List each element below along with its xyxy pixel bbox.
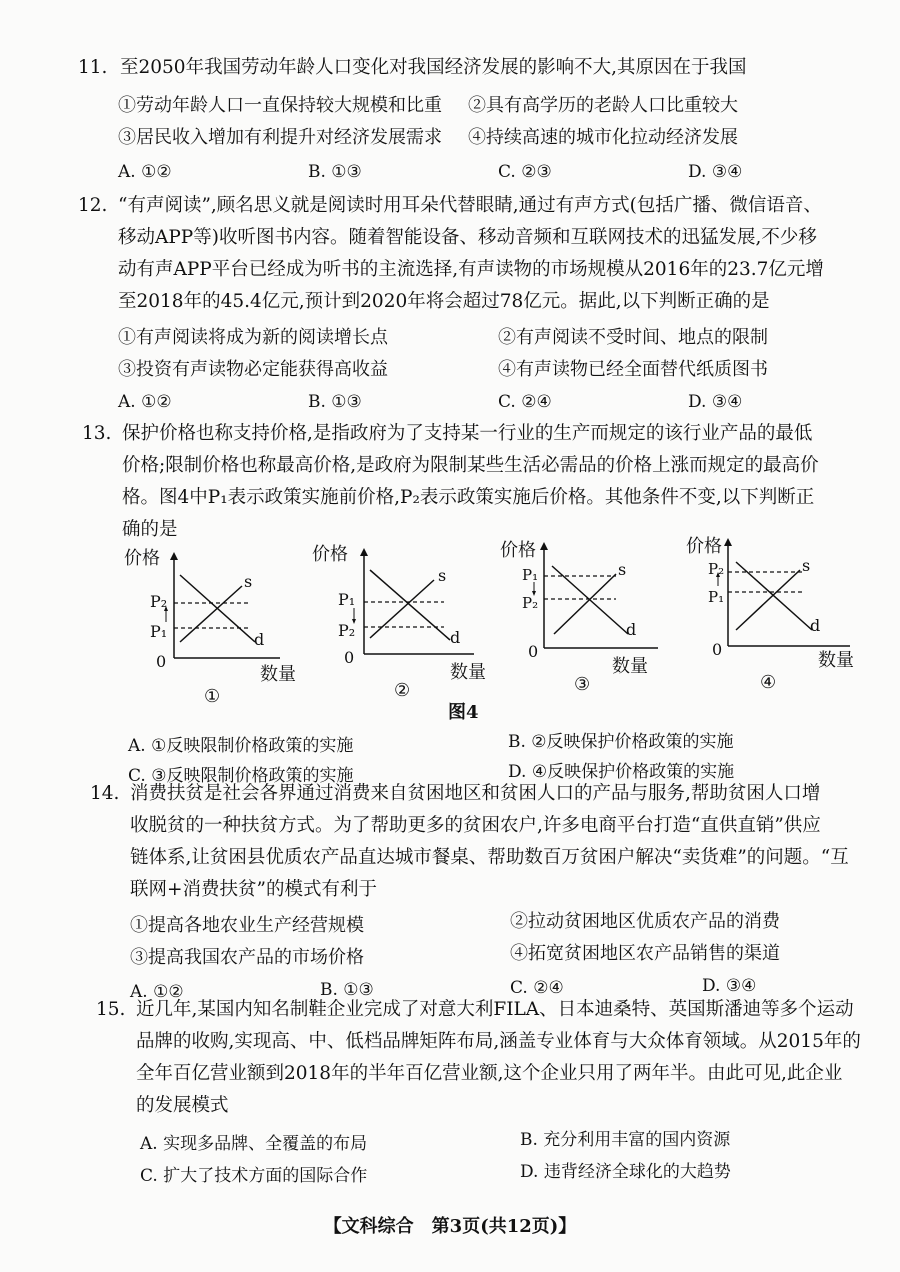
- figure-4: [0, 530, 900, 730]
- option-item: ①有声阅读将成为新的阅读增长点: [118, 327, 388, 348]
- graph-1: [120, 530, 300, 710]
- y-axis-label: 价格: [124, 548, 160, 569]
- question-stem-line: 价格;限制价格也称最高价格,是政府为限制某些生活必需品的价格上涨而规定的最高价: [122, 455, 819, 476]
- origin-label: 0: [528, 642, 539, 661]
- price-upper-label: P₂: [150, 592, 168, 611]
- choice-a[interactable]: A. ①②: [118, 392, 172, 412]
- question-stem-line: 确的是: [122, 519, 178, 540]
- x-axis-label: 数量: [612, 656, 648, 677]
- choice-c[interactable]: C. ②④: [510, 978, 564, 998]
- supply-label: s: [802, 556, 811, 575]
- graph-4: [684, 530, 874, 710]
- price-upper-label: P₁: [338, 590, 356, 609]
- question-stem-line: 格。图4中P₁表示政策实施前价格,P₂表示政策实施后价格。其他条件不变,以下判断正: [122, 487, 815, 508]
- supply-label: s: [244, 572, 253, 591]
- demand-label: d: [254, 630, 265, 649]
- choice-b[interactable]: B. ①③: [308, 162, 362, 182]
- question-stem-line: 全年百亿营业额到2018年的半年百亿营业额,这个企业只用了两年半。由此可见,此企业: [136, 1063, 843, 1084]
- demand-label: d: [626, 620, 637, 639]
- origin-label: 0: [712, 640, 723, 659]
- question-stem-line: 动有声APP平台已经成为听书的主流选择,有声读物的市场规模从2016年的23.7亿元增: [118, 259, 824, 280]
- choice-d[interactable]: D. 违背经济全球化的大趋势: [520, 1162, 731, 1182]
- supply-label: s: [618, 560, 627, 579]
- choice-b[interactable]: B. ①③: [320, 980, 374, 1000]
- option-item: ②具有高学历的老龄人口比重较大: [468, 95, 738, 116]
- option-item: ③居民收入增加有利提升对经济发展需求: [118, 127, 442, 148]
- question-stem-line: 链体系,让贫困县优质农产品直达城市餐桌、帮助数百万贫困户解决“卖货难”的问题。“互: [130, 847, 849, 868]
- question-stem-line: 近几年,某国内知名制鞋企业完成了对意大利FILA、日本迪桑特、英国斯潘迪等多个运动: [136, 999, 854, 1020]
- choice-a[interactable]: A. ①反映限制价格政策的实施: [128, 736, 354, 756]
- choice-a[interactable]: A. ①②: [130, 982, 184, 1002]
- choice-c[interactable]: C. ②④: [498, 392, 552, 412]
- option-item: ③投资有声读物必定能获得高收益: [118, 359, 388, 380]
- x-axis-label: 数量: [450, 662, 486, 683]
- choice-a[interactable]: A. 实现多品牌、全覆盖的布局: [140, 1134, 368, 1154]
- page-footer: 【文科综合 第3页(共12页)】: [323, 1216, 577, 1237]
- graph-number: ③: [574, 674, 591, 695]
- origin-label: 0: [344, 648, 355, 667]
- option-item: ①劳动年龄人口一直保持较大规模和比重: [118, 95, 442, 116]
- figure-caption: 图4: [448, 702, 479, 723]
- choice-c[interactable]: C. ②③: [498, 162, 552, 182]
- demand-label: d: [810, 616, 821, 635]
- question-stem-line: 消费扶贫是社会各界通过消费来自贫困地区和贫困人口的产品与服务,帮助贫困人口增: [130, 783, 821, 804]
- graph-2: [310, 530, 490, 710]
- choice-c[interactable]: C. ③反映限制价格政策的实施: [128, 766, 354, 786]
- question-stem-line: 移动APP等)收听图书内容。随着智能设备、移动音频和互联网技术的迅猛发展,不少移: [118, 227, 817, 248]
- graph-number: ①: [204, 686, 221, 707]
- question-number: 14.: [90, 783, 120, 804]
- demand-label: d: [450, 628, 461, 647]
- price-upper-label: P₁: [522, 566, 539, 584]
- price-lower-label: P₁: [708, 588, 725, 606]
- graph-number: ④: [760, 672, 777, 693]
- option-item: ②拉动贫困地区优质农产品的消费: [510, 911, 780, 932]
- option-item: ②有声阅读不受时间、地点的限制: [498, 327, 768, 348]
- question-number: 12.: [78, 195, 108, 216]
- graph-3: [498, 530, 678, 710]
- x-axis-label: 数量: [260, 664, 296, 685]
- price-lower-label: P₂: [338, 621, 356, 640]
- y-axis-label: 价格: [312, 544, 348, 565]
- choice-c[interactable]: C. 扩大了技术方面的国际合作: [140, 1166, 368, 1186]
- choice-d[interactable]: D. ③④: [688, 162, 743, 182]
- question-stem-line: “有声阅读”,顾名思义就是阅读时用耳朵代替眼睛,通过有声方式(包括广播、微信语音、: [118, 195, 822, 216]
- question-number: 11.: [78, 57, 108, 78]
- supply-label: s: [438, 566, 447, 585]
- choice-b[interactable]: B. ②反映保护价格政策的实施: [508, 732, 734, 752]
- y-axis-label: 价格: [686, 536, 722, 557]
- question-stem-line: 联网+消费扶贫”的模式有利于: [130, 879, 377, 900]
- question-stem-line: 品牌的收购,实现高、中、低档品牌矩阵布局,涵盖专业体育与大众体育领域。从2015年的: [136, 1031, 861, 1052]
- question-stem: 至2050年我国劳动年龄人口变化对我国经济发展的影响不大,其原因在于我国: [120, 57, 747, 78]
- choice-b[interactable]: B. 充分利用丰富的国内资源: [520, 1130, 731, 1150]
- question-stem-line: 保护价格也称支持价格,是指政府为了支持某一行业的生产而规定的该行业产品的最低: [122, 423, 813, 444]
- choice-d[interactable]: D. ③④: [702, 976, 757, 996]
- option-item: ③提高我国农产品的市场价格: [130, 947, 364, 968]
- choice-d[interactable]: D. ④反映保护价格政策的实施: [508, 762, 735, 782]
- choice-d[interactable]: D. ③④: [688, 392, 743, 412]
- question-number: 15.: [96, 999, 126, 1020]
- question-number: 13.: [82, 423, 112, 444]
- price-lower-label: P₁: [150, 622, 168, 641]
- choice-a[interactable]: A. ①②: [118, 162, 172, 182]
- price-upper-label: P₂: [708, 560, 725, 578]
- option-item: ④持续高速的城市化拉动经济发展: [468, 127, 738, 148]
- x-axis-label: 数量: [818, 650, 854, 671]
- option-item: ①提高各地农业生产经营规模: [130, 915, 364, 936]
- question-stem-line: 收脱贫的一种扶贫方式。为了帮助更多的贫困农户,许多电商平台打造“直供直销”供应: [130, 815, 821, 836]
- option-item: ④拓宽贫困地区农产品销售的渠道: [510, 943, 780, 964]
- choice-b[interactable]: B. ①③: [308, 392, 362, 412]
- graph-number: ②: [394, 680, 411, 701]
- price-lower-label: P₂: [522, 594, 539, 612]
- y-axis-label: 价格: [500, 540, 536, 561]
- question-stem-line: 的发展模式: [136, 1095, 229, 1116]
- option-item: ④有声读物已经全面替代纸质图书: [498, 359, 768, 380]
- origin-label: 0: [156, 652, 167, 671]
- graph-4-svg: [684, 530, 874, 710]
- question-stem-line: 至2018年的45.4亿元,预计到2020年将会超过78亿元。据此,以下判断正确的是: [118, 291, 770, 312]
